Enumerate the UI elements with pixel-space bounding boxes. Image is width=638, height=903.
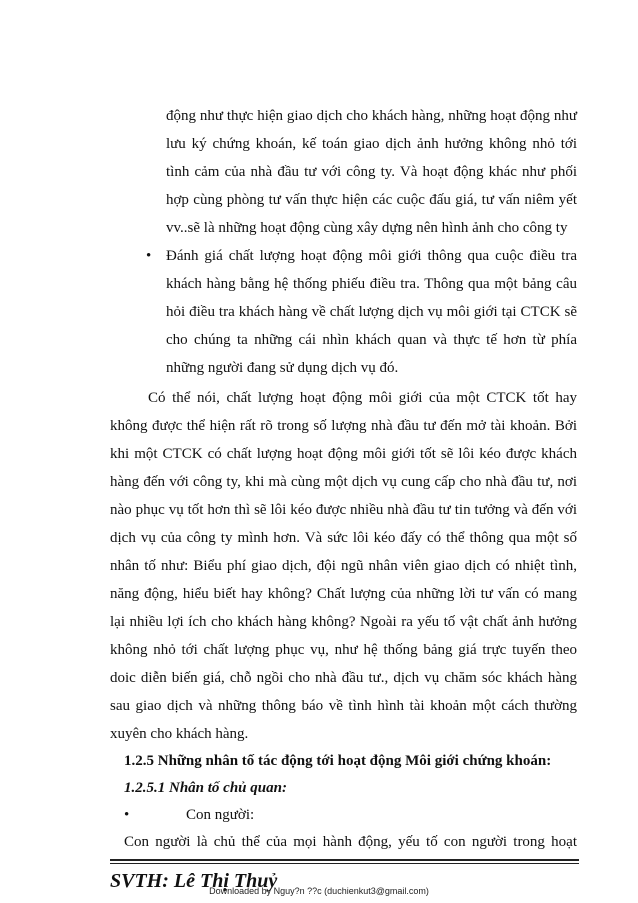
text-line: khách hàng bằng hệ thống phiếu điều tra. Thông qua một bảng câu <box>166 276 577 292</box>
text-line: nào phục vụ tốt hơn thì sẽ lôi kéo được nhiều nhà đầu tư tin tưởng và đến với <box>110 502 577 518</box>
text-line: Con người là chủ thể của mọi hành động, yếu tố con người trong hoạt <box>124 834 577 850</box>
section-heading: 1.2.5 Những nhân tố tác động tới hoạt động Môi giới chứng khoán: <box>124 753 552 769</box>
text-line: hỏi điều tra khách hàng về chất lượng dịch vụ môi giới tại CTCK sẽ <box>166 304 577 320</box>
subsection-heading: 1.2.5.1 Nhân tố chủ quan: <box>124 780 287 796</box>
bullet-marker: • <box>146 248 152 264</box>
text-line: năng động, hiểu biết hay không? Chất lượng của những lời tư vấn có mang <box>110 586 577 602</box>
footer-author: SVTH: Lê Thị Thuỷ <box>110 870 278 892</box>
text-line: Con người: <box>186 807 255 823</box>
text-line: vv..sẽ là những hoạt động cùng xây dựng nên hình ảnh cho công ty <box>166 220 568 236</box>
bullet-marker: • <box>124 807 130 823</box>
text-line: cho chúng ta những cái nhìn khách quan và thực tế hơn từ phía <box>166 332 577 348</box>
text-line: xuyên cho khách hàng. <box>110 726 249 742</box>
text-line: những người đang sử dụng dịch vụ đó. <box>166 360 399 376</box>
text-line: khi một CTCK có chất lượng hoạt động môi giới tốt sẽ lôi kéo được khách <box>110 446 577 462</box>
text-line: động như thực hiện giao dịch cho khách hàng, những hoạt động như <box>166 108 577 124</box>
text-line: sau giao dịch và những thông báo về tình hình tài khoản một cách thường <box>110 698 577 714</box>
text-line: lưu ký chứng khoán, kế toán giao dịch ảnh hưởng không nhỏ tới <box>166 136 577 152</box>
text-line: hợp cùng phòng tư vấn thực hiện các cuộc đấu giá, tư vấn niêm yết <box>166 192 577 208</box>
text-line: hàng đến với công ty, khi mà cùng một dịch vụ cung cấp cho nhà đầu tư, nơi <box>110 474 577 490</box>
text-line: không nhỏ tới chất lượng phục vụ, như hệ thống bảng giá trực tuyến theo <box>110 642 577 658</box>
footer-rule-thin <box>110 863 579 864</box>
text-line: không được thể hiện rất rõ trong số lượng nhà đầu tư đến mở tài khoản. Bởi <box>110 418 577 434</box>
text-line: Đánh giá chất lượng hoạt động môi giới thông qua cuộc điều tra <box>166 248 577 264</box>
footer-rule <box>110 859 579 861</box>
download-note: Downloaded by Nguy?n ??c (duchienkut3@gmail.com) <box>209 886 429 896</box>
text-line: doic diễn biến giá, chỗ ngồi cho nhà đầu tư., dịch vụ chăm sóc khách hàng <box>110 670 577 686</box>
text-line: dịch vụ của công ty mình hơn. Và sức lôi kéo đấy có thể thông qua một số <box>110 530 577 546</box>
text-line: nhân tố như: Biểu phí giao dịch, đội ngũ nhân viên giao dịch có nhiệt tình, <box>110 558 577 574</box>
text-line: Có thể nói, chất lượng hoạt động môi giới của một CTCK tốt hay <box>148 390 577 406</box>
text-line: tình cảm của nhà đầu tư với công ty. Và hoạt động khác như phối <box>166 164 577 180</box>
text-line: lại nhiều lợi ích cho khách hàng không? Ngoài ra yếu tố vật chất ảnh hưởng <box>110 614 577 630</box>
